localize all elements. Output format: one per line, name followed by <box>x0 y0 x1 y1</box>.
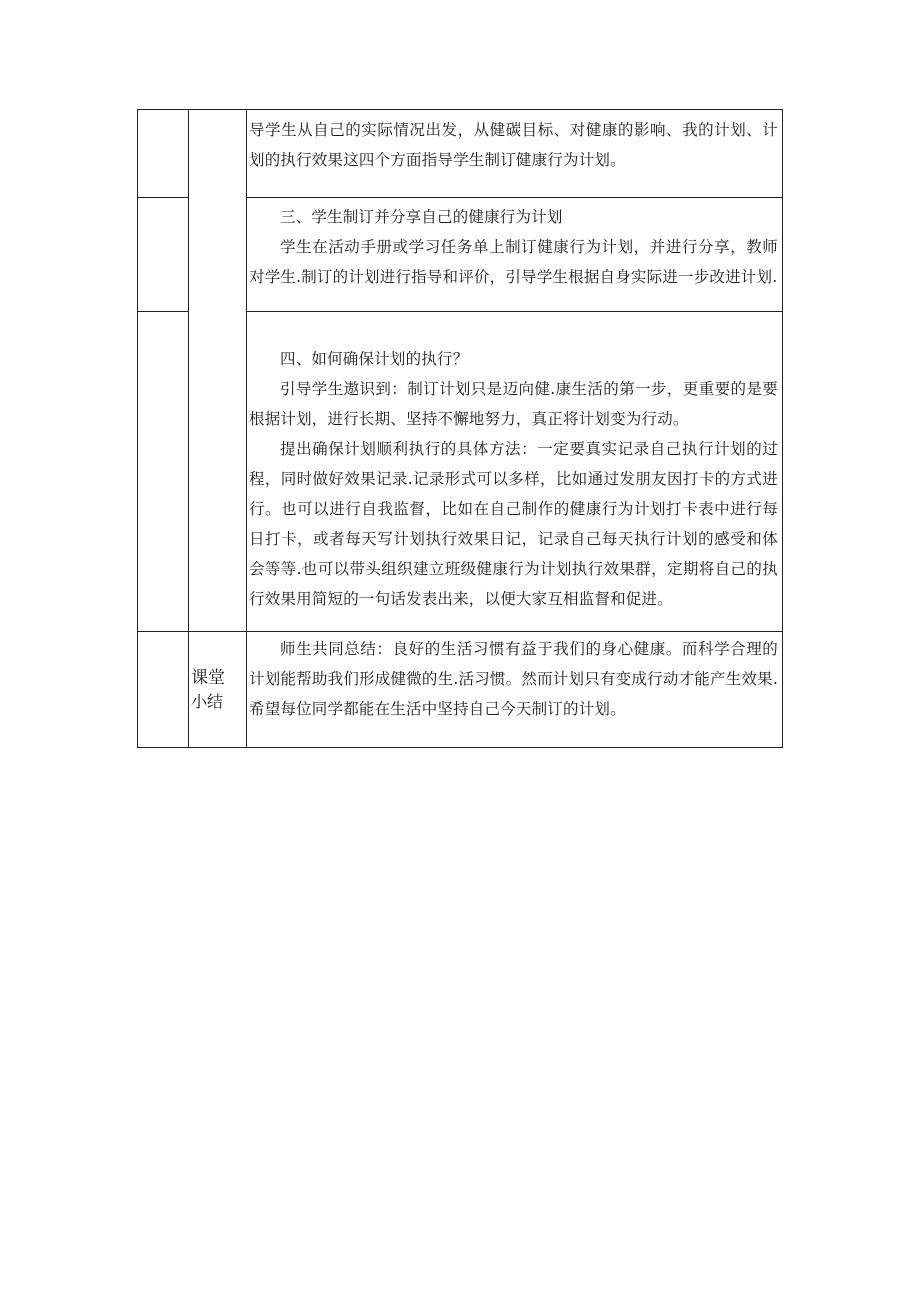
content-cell <box>247 110 783 198</box>
row-number-cell <box>138 312 189 632</box>
row-number-cell <box>138 632 189 748</box>
table-row <box>138 632 783 748</box>
section-label-cell <box>189 632 247 748</box>
table-row <box>138 110 783 198</box>
section-label-line1: 课堂 <box>191 668 225 688</box>
section-label-line2: 小结 <box>191 692 224 711</box>
paragraph: 学生在活动手册或学习任务单上制订健康行为计划，并进行分享，教师对学生.制订的计划进行指导和评价，引导学生根据自身实际进一步改进计划. <box>249 238 778 286</box>
row-number-cell <box>138 110 189 198</box>
section-heading: 三、学生制订并分享自己的健康行为计划 <box>280 208 563 226</box>
row-number-cell <box>138 198 189 312</box>
paragraph: 提出确保计划顺利执行的具体方法：一定要真实记录自己执行计划的过程，同时做好效果记录.记录形式可以多样，比如通过发朋友因打卡的方式进行。也可以进行自我监督，比如在自己制作的健康行为计划打卡表中进行每日打卡，或者每天写计划执行效果日记，记录自己每天执行计划的感受和体会等等.也可以带头组织建立班级健康行为计划执行效果群，定期将自己的执行效果用简短的一句话发表出来，以便大家互相监督和促进。 <box>249 440 778 608</box>
lesson-plan-table <box>137 109 783 748</box>
content-cell <box>247 632 783 748</box>
paragraph: 引导学生遨识到：制订计划只是迈向健.康生活的第一步，更重要的是要根据计划，进行长期、坚持不懈地努力，真正将计划变为行动。 <box>249 380 778 428</box>
paragraph: 师生共同总结：良好的生活习惯有益于我们的身心健康。而科学合理的计划能帮助我们形成健微的生.活习惯。然而计划只有变成行动才能产生效果.希望每位同学都能在生活中坚持自己今天制订的计划。 <box>249 640 778 718</box>
section-label-cell <box>189 110 247 632</box>
content-cell <box>247 312 783 632</box>
paragraph: 导学生从自己的实际情况出发，从健碳目标、对健康的影响、我的计划、计划的执行效果这四个方面指导学生制订健康行为计划。 <box>249 121 778 169</box>
section-heading: 四、如何确保计划的执行？ <box>280 350 469 368</box>
content-cell <box>247 198 783 312</box>
